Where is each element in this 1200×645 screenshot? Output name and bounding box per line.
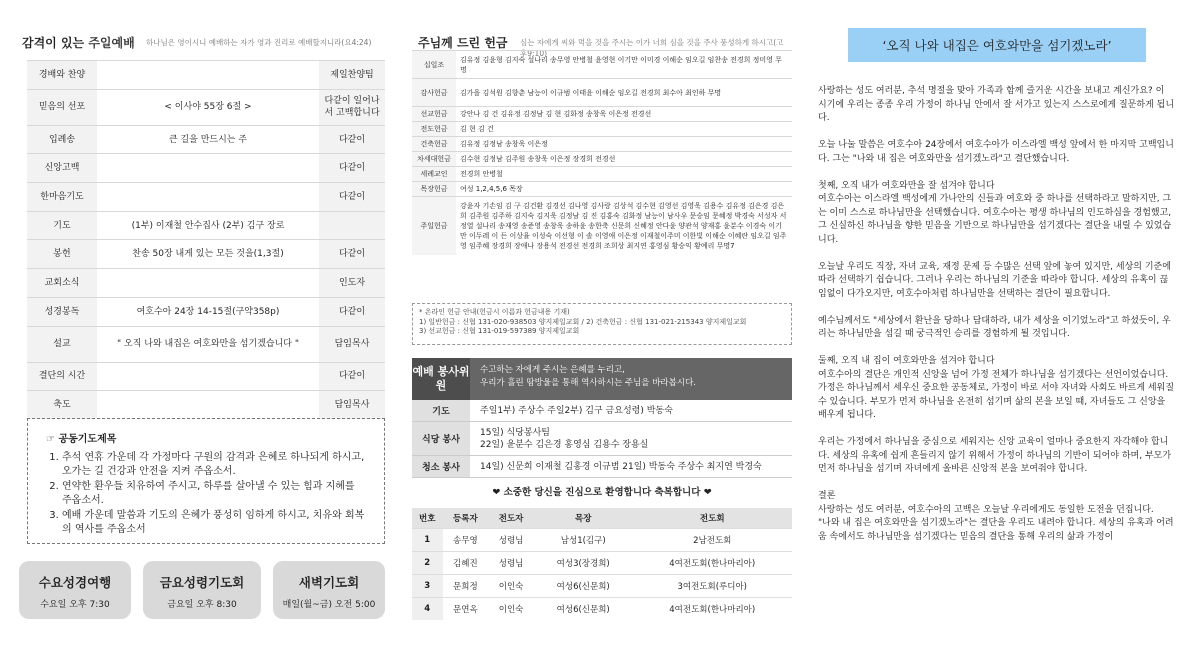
sermon-paragraph: 오늘날 우리도 직장, 자녀 교육, 재정 문제 등 수많은 선택 앞에 놓여 있지만, 세상의 기준에 따라 선택하기 쉽습니다. 그러나 우리는 하나님의 기준을 따라야 합니다. 세상의 유혹이 끊임없이 다가오지만, 여호수아처럼 하나님만을 선택하는 결단이 필요합니다. xyxy=(818,261,1171,299)
offering-column xyxy=(400,0,790,645)
worship-order-table xyxy=(27,60,385,419)
offering-table xyxy=(412,50,792,255)
order-item-name: 설교 xyxy=(27,326,97,362)
offering-row xyxy=(412,51,792,79)
worship-order-row xyxy=(27,211,385,240)
offering-row xyxy=(412,107,792,122)
order-item-who: 담임목사 xyxy=(319,326,385,362)
team-cell: 2 xyxy=(412,551,443,574)
worship-order-row xyxy=(27,297,385,326)
order-item-who: 담임목사 xyxy=(319,391,385,420)
worship-verse: 하나님은 영이시니 예배하는 자가 영과 진리로 예배할지니라(요4:24) xyxy=(146,38,372,47)
order-item-detail: 여호수아 24장 14-15절(구약358p) xyxy=(97,297,319,326)
order-item-who xyxy=(319,211,385,240)
sermon-paragraph: 첫째, 오직 내가 여호와만을 잘 섬겨야 합니다 여호수아는 이스라엘 백성에게 가나안의 신들과 여호와 중 하나를 선택하라고 말하지만, 그는 이미 스스로 하나님만을 선택했습니다. 여호수아는 평생 하나님의 인도하심을 경험했고, 그 신실하신 하나님을 향한 믿음을 기반으로 하나님만을 섬기겠다는 결단을 내릴 수 있었습니다. xyxy=(818,180,1172,245)
service-committee xyxy=(412,358,792,478)
offering-type: 건축헌금 xyxy=(412,137,456,152)
team-cell: 3 xyxy=(412,574,443,597)
offering-names: 김가을 김석원 김향춘 남능이 이규범 이태윤 이해순 임오길 전경희 최수아 최인하 무명 xyxy=(456,79,792,107)
team-cell: 이인숙 xyxy=(488,574,534,597)
order-item-name: 경배와 찬양 xyxy=(27,61,97,90)
offering-type: 세례교인 xyxy=(412,167,456,182)
offering-names: 전경희 안병철 xyxy=(456,167,792,182)
team-cell: 여성6(신문희) xyxy=(534,597,633,620)
order-item-detail xyxy=(97,183,319,212)
order-item-who: 다같이 xyxy=(319,297,385,326)
prayer-title: ☞ 공동기도제목 xyxy=(46,434,117,445)
sermon-column xyxy=(790,0,1200,645)
team-cell: 문연옥 xyxy=(443,597,489,620)
prayer-item: 2. 연약한 환우들 치유하여 주시고, 하루를 살아낼 수 있는 힘과 지혜를 주옵소서. xyxy=(62,480,366,509)
team-cell: 이인숙 xyxy=(488,597,534,620)
order-item-detail xyxy=(97,391,319,420)
service-text: 우리가 흘린 땀방울을 통해 역사하시는 주님을 바라봅시다. xyxy=(480,378,696,388)
team-cell: 2남전도회 xyxy=(632,528,792,551)
order-item-name: 축도 xyxy=(27,391,97,420)
order-item-detail: < 이사야 55장 6절 > xyxy=(97,89,319,125)
order-item-name: 한마음기도 xyxy=(27,183,97,212)
team-cell: 4여전도회(한나마리아) xyxy=(632,551,792,574)
sermon-paragraph: 예수님께서도 "세상에서 환난을 당하나 담대하라, 내가 세상을 이기었노라"고 하셨듯이, 우리는 하나님만을 섬길 때 궁극적인 승리를 경험하게 될 것입니다. xyxy=(818,315,1171,339)
offering-names: 김유정 김윤형 김지숙 설나리 송무영 안병철 윤영현 이기만 이미경 이해순 임오길 임찬송 전경희 정미영 무명 xyxy=(456,51,792,79)
offering-names: 김수현 김정남 김주원 송창욱 이은정 장경희 전경선 xyxy=(456,152,792,167)
offering-row xyxy=(412,152,792,167)
team-cell: 4여전도회(한나마리아) xyxy=(632,597,792,620)
order-item-name: 성경봉독 xyxy=(27,297,97,326)
order-item-who: 다같이 일어나서 고백합니다 xyxy=(319,89,385,125)
order-item-name: 봉헌 xyxy=(27,240,97,269)
service-label: 예배 봉사위원 xyxy=(412,358,470,400)
worship-order-row xyxy=(27,269,385,298)
offering-row xyxy=(412,122,792,137)
worship-order-row xyxy=(27,61,385,90)
team-cell: 3여전도회(루디아) xyxy=(632,574,792,597)
prayer-box xyxy=(27,418,385,544)
offering-type: 십일조 xyxy=(412,51,456,79)
note-title: * 온라인 헌금 안내(헌금시 이름과 헌금내용 기재) xyxy=(419,308,570,316)
service-row-text: 15일) 식당봉사팀 xyxy=(480,427,550,438)
newcomer-table xyxy=(412,508,792,620)
note-line: 3) 선교헌금 : 신협 131-019-597389 양지제일교회 xyxy=(419,327,580,335)
welcome-message: ❤ 소중한 당신을 진심으로 환영합니다 축복합니다 ❤ xyxy=(492,487,712,498)
offering-row xyxy=(412,137,792,152)
sermon-paragraph: 둘째, 오직 내 집이 여호와만을 섬겨야 합니다 여호수아의 결단은 개인적 신앙을 넘어 가정 전체가 하나님을 섬기겠다는 선언이었습니다. 가정은 하나님께서 세우신 중요한 공동체로, 가정이 바로 서야 자녀와 사회도 바르게 세워질 수 있습니다. 부모가 먼저 하나님을 온전히 섬기며 삶의 본을 보일 때, 자녀들도 그 신앙을 배우게 됩니다. xyxy=(818,356,1175,420)
order-item-who: 다같이 xyxy=(319,183,385,212)
service-row-label: 식당 봉사 xyxy=(412,422,470,455)
order-item-detail xyxy=(97,269,319,298)
team-cell: 성령님 xyxy=(488,528,534,551)
order-item-detail: (1부) 이재철 안수집사 (2부) 김구 장로 xyxy=(97,211,319,240)
worship-order-row xyxy=(27,240,385,269)
team-cell: 송무영 xyxy=(443,528,489,551)
offering-names: 김 현 김 건 xyxy=(456,122,792,137)
offering-type: 전도헌금 xyxy=(412,122,456,137)
meeting-card-wednesday xyxy=(19,561,131,619)
meeting-card-dawn xyxy=(273,561,385,619)
prayer-list xyxy=(46,451,366,538)
offering-type: 주일헌금 xyxy=(412,197,456,255)
service-row-cleaning xyxy=(412,456,792,478)
service-row-prayer xyxy=(412,400,792,422)
worship-order-row xyxy=(27,391,385,420)
order-item-detail xyxy=(97,61,319,90)
meeting-time: 매일(월~금) 오전 5:00 xyxy=(282,600,376,610)
order-item-detail: 찬송 50장 내게 있는 모든 것을(1,3절) xyxy=(97,240,319,269)
meeting-title: 수요성경여행 xyxy=(38,575,112,590)
team-cell: 김혜진 xyxy=(443,551,489,574)
team-header: 목장 xyxy=(534,508,633,528)
prayer-item: 1. 추석 연휴 가운데 각 가정마다 구원의 감격과 은혜로 하나되게 하시고, 오가는 길 건강과 안전을 지켜 주옵소서. xyxy=(62,451,366,480)
offering-row xyxy=(412,182,792,197)
order-item-who: 다같이 xyxy=(319,125,385,154)
worship-title-main: 주일예배 xyxy=(88,36,135,50)
worship-order-row xyxy=(27,183,385,212)
sermon-paragraph: 결론 사랑하는 성도 여러분, 여호수아의 고백은 오늘날 우리에게도 동일한 도전을 던집니다. "나와 내 집은 여호와만을 섬기겠노라"는 결단을 우리도 내려야 합니다. 세상의 유혹과 어려움 속에서도 하나님만을 섬기겠다는 믿음의 결단을 통해 우리의 삶과 가정이 xyxy=(818,491,1174,542)
order-item-who: 제일찬양팀 xyxy=(319,61,385,90)
offering-row xyxy=(412,167,792,182)
team-row xyxy=(412,528,792,551)
order-item-detail xyxy=(97,362,319,391)
online-offering-note xyxy=(412,303,792,345)
offering-verse: 심는 자에게 씨와 먹을 것을 주시는 이가 너희 심을 것을 주사 풍성하게 하시고(고후9:10) xyxy=(520,38,784,58)
order-item-name: 결단의 시간 xyxy=(27,362,97,391)
team-cell: 여성3(장경희) xyxy=(534,551,633,574)
sermon-paragraph: 사랑하는 성도 여러분, 추석 명절을 맞아 가족과 함께 즐거운 시간을 보내고 계신가요? 이 시기에 우리는 종종 우리 가정이 하나님 안에서 잘 서가고 있는지 스스로에게 질문하게 됩니다. xyxy=(818,86,1175,123)
service-row-text: 14일) 신문희 이재철 김홍경 이규범 21일) 박동숙 주상수 최지연 박경숙 xyxy=(480,461,762,472)
order-item-who: 인도자 xyxy=(319,269,385,298)
meeting-time: 금요일 오후 8:30 xyxy=(167,600,237,610)
team-cell: 4 xyxy=(412,597,443,620)
offering-row xyxy=(412,197,792,255)
sermon-body xyxy=(818,85,1174,558)
meeting-title: 새벽기도회 xyxy=(298,575,360,590)
worship-order-row xyxy=(27,89,385,125)
team-row xyxy=(412,597,792,620)
offering-names: 강윤자 기손임 김 구 김건환 김경선 김나영 김사랑 김상석 김수현 김영선 김영욱 김용수 김유정 김은경 김은희 김주원 김주하 김지숙 김지욱 김정남 김 진 김홍숙 김화정 남능이 남사우 문승임 문혜정 박경숙 서성자 서정열 설나리 송재영 송준영 송창욱 송하윤 송한축 신문희 신혜정 안다윤 양관석 양재홍 윤분수 이경숙 이기만 이두레 이 든 이상율 이성숙 이선형 이 솔 이영애 이은정 이재철이주미 이한빛 이해순 이혜란 임오길 임주영 임주혜 장경희 장애나 장용석 전경선 전경희 조희상 최지연 홍영심 황승익 황예리 무명7 xyxy=(456,197,792,255)
team-cell: 1 xyxy=(412,528,443,551)
team-cell: 문희정 xyxy=(443,574,489,597)
order-item-name: 신앙고백 xyxy=(27,154,97,183)
offering-type: 감사헌금 xyxy=(412,79,456,107)
team-cell: 성령님 xyxy=(488,551,534,574)
offering-names: 김유정 김정남 송창욱 이은정 xyxy=(456,137,792,152)
offering-type: 선교헌금 xyxy=(412,107,456,122)
prayer-item: 3. 예배 가운데 말씀과 기도의 은혜가 풍성히 임하게 하시고, 치유와 회복의 역사를 주옵소서 xyxy=(62,509,366,538)
service-row-label: 기도 xyxy=(412,400,470,421)
service-row-kitchen xyxy=(412,422,792,456)
meeting-card-friday xyxy=(143,561,261,619)
service-text: 수고하는 자에게 주시는 은혜를 누리고, xyxy=(480,365,625,375)
order-item-detail xyxy=(97,154,319,183)
meeting-title: 금요성령기도회 xyxy=(159,575,245,590)
offering-row xyxy=(412,79,792,107)
team-header: 전도회 xyxy=(632,508,792,528)
order-item-who: 다같이 xyxy=(319,240,385,269)
team-header: 번호 xyxy=(412,508,443,528)
service-row-text: 주일1부) 주상수 주일2부) 김구 금요성령) 박동숙 xyxy=(480,405,673,416)
team-cell: 남성1(김구) xyxy=(534,528,633,551)
sermon-banner: ‘오직 나와 내집은 여호와만을 섬기겠노라’ xyxy=(848,28,1146,62)
worship-title-prefix: 감격이 있는 xyxy=(22,36,89,50)
offering-type: 목장헌금 xyxy=(412,182,456,197)
order-item-name: 교회소식 xyxy=(27,269,97,298)
worship-order-row xyxy=(27,326,385,362)
offering-title: 주님께 드린 헌금 xyxy=(418,36,508,50)
sermon-paragraph: 오늘 나눌 말씀은 여호수아 24장에서 여호수아가 이스라엘 백성 앞에서 한 마지막 고백입니다. 그는 "나와 내 집은 여호와만을 섬기겠노라"고 결단했습니다. xyxy=(818,140,1174,164)
offering-names: 강안나 김 건 김유정 김정남 김 현 김화정 송창욱 이은정 전경선 xyxy=(456,107,792,122)
team-header: 등록자 xyxy=(443,508,489,528)
worship-order-row xyxy=(27,125,385,154)
order-item-detail: 큰 길을 만드시는 주 xyxy=(97,125,319,154)
order-item-name: 기도 xyxy=(27,211,97,240)
team-row xyxy=(412,551,792,574)
worship-title xyxy=(22,34,135,51)
worship-order-row xyxy=(27,362,385,391)
order-item-who: 다같이 xyxy=(319,154,385,183)
team-header: 전도자 xyxy=(488,508,534,528)
order-item-name: 입례송 xyxy=(27,125,97,154)
service-row-text: 22일) 윤분수 김은경 홍영심 김용수 장용실 xyxy=(480,439,649,450)
meeting-time: 수요일 오후 7:30 xyxy=(40,600,110,610)
order-item-detail: " 오직 나와 내집은 여호와만을 섬기겠습니다 " xyxy=(97,326,319,362)
worship-order-row xyxy=(27,154,385,183)
order-item-who: 다같이 xyxy=(319,362,385,391)
offering-type: 차세대헌금 xyxy=(412,152,456,167)
sermon-paragraph: 우리는 가정에서 하나님을 중심으로 세워지는 신앙 교육이 얼마나 중요한지 자각해야 합니다. 세상의 유혹에 쉽게 흔들리지 않기 위해서 가정이 하나님의 기반이 되어야 하며, 부모가 먼저 하나님을 섬기며 자녀에게 올바른 신앙적 본을 보여줘야 합니다. xyxy=(818,437,1172,474)
note-line: 1) 일반헌금 : 신협 131-020-938503 양지제일교회 / 2) 건축헌금 : 신협 131-021-215343 양지제일교회 xyxy=(419,317,747,326)
service-row-label: 청소 봉사 xyxy=(412,456,470,477)
team-row xyxy=(412,574,792,597)
team-cell: 여성6(신문희) xyxy=(534,574,633,597)
worship-column xyxy=(0,0,400,645)
order-item-name: 믿음의 선포 xyxy=(27,89,97,125)
offering-names: 여성 1,2,4,5,6 목장 xyxy=(456,182,792,197)
